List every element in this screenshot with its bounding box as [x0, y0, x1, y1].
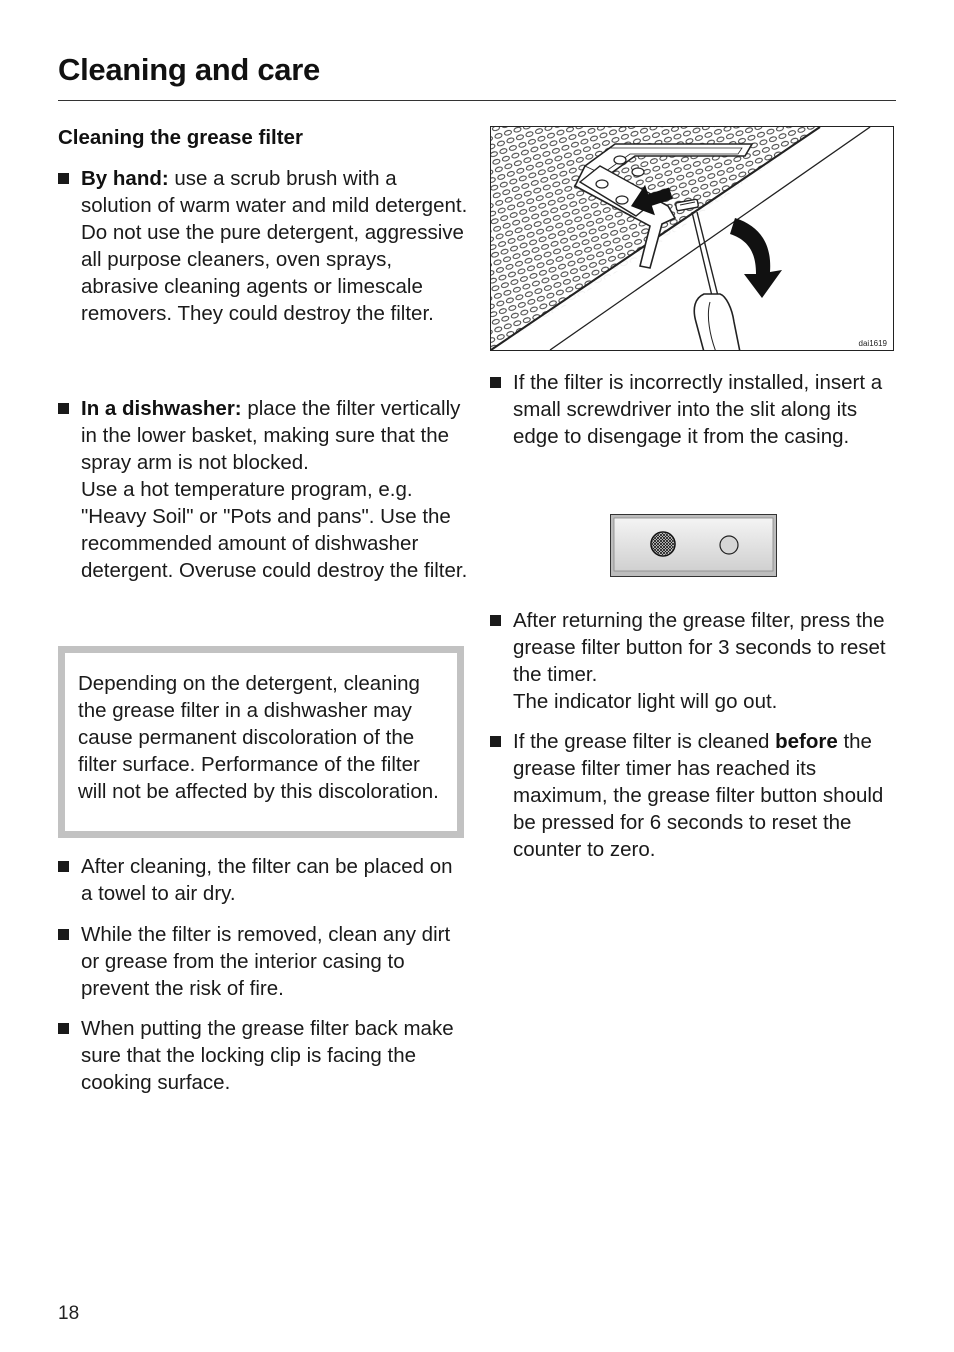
filter-removal-illustration: [490, 126, 894, 351]
by-hand-lead: By hand:: [81, 167, 169, 190]
section-heading: Cleaning the grease filter: [58, 126, 303, 149]
grease-filter-button-icon: [651, 532, 675, 556]
bullet-icon: [490, 736, 501, 747]
control-panel-figure: [610, 514, 777, 577]
list-item-cleaned-before: [490, 728, 900, 863]
note-box: Depending on the detergent, cleaning the grease filter in a dishwasher may cause permanent discoloration of the filter surface. Performance of the filter will not be affected by this discoloration.: [58, 646, 464, 838]
after-cleaning-text: After cleaning, the filter can be placed on a towel to air dry.: [81, 855, 453, 905]
bullet-icon: [58, 929, 69, 940]
bullet-icon: [58, 1023, 69, 1034]
bullet-icon: [58, 173, 69, 184]
list-item-putting-back: [58, 1015, 468, 1096]
bullet-icon: [490, 615, 501, 626]
cleaned-before-post: the grease filter timer has reached its maximum, the grease filter button should be pressed for 6 seconds to reset the counter to zero.: [513, 730, 884, 861]
title-rule: [58, 100, 896, 101]
dishwasher-program: Use a hot temperature program, e.g. "Heavy Soil" or "Pots and pans". Use the recommended amount of dishwasher detergent. Overuse could destroy the filter.: [81, 478, 468, 582]
indicator-light-icon: [720, 536, 738, 554]
after-returning-text: After returning the grease filter, press the grease filter button for 3 seconds to reset the timer.: [513, 609, 886, 686]
bullet-icon: [58, 403, 69, 414]
list-item-by-hand: [58, 165, 468, 327]
list-item-incorrect-install: [490, 369, 900, 450]
filter-removal-figure: [490, 126, 894, 351]
by-hand-warning: Do not use the pure detergent, aggressive all purpose cleaners, oven sprays, abrasive cleaning agents or limescale removers. They could destroy the filter.: [81, 221, 464, 325]
page-number: 18: [58, 1303, 80, 1324]
list-item-after-returning: [490, 607, 900, 715]
cleaned-before-bold: before: [775, 730, 838, 753]
list-item-dishwasher: [58, 395, 468, 584]
bullet-icon: [58, 861, 69, 872]
while-removed-text: While the filter is removed, clean any dirt or grease from the interior casing to prevent the risk of fire.: [81, 923, 451, 1000]
figure-code: dai1619: [858, 339, 887, 348]
dishwasher-text: place the filter vertically in the lower basket, making sure that the spray arm is not blocked.: [81, 397, 461, 474]
incorrect-install-text: If the filter is incorrectly installed, insert a small screwdriver into the slit along its edge to disengage it from the casing.: [513, 371, 883, 448]
page-title: Cleaning and care: [58, 52, 320, 87]
list-item-after-cleaning: [58, 853, 468, 907]
list-item-while-removed: [58, 921, 468, 1002]
indicator-text: The indicator light will go out.: [513, 690, 778, 713]
bullet-icon: [490, 377, 501, 388]
dishwasher-lead: In a dishwasher:: [81, 397, 242, 420]
by-hand-text: use a scrub brush with a solution of warm water and mild detergent.: [81, 167, 468, 217]
putting-back-text: When putting the grease filter back make sure that the locking clip is facing the cooking surface.: [81, 1017, 454, 1094]
cleaned-before-pre: If the grease filter is cleaned: [513, 730, 776, 753]
